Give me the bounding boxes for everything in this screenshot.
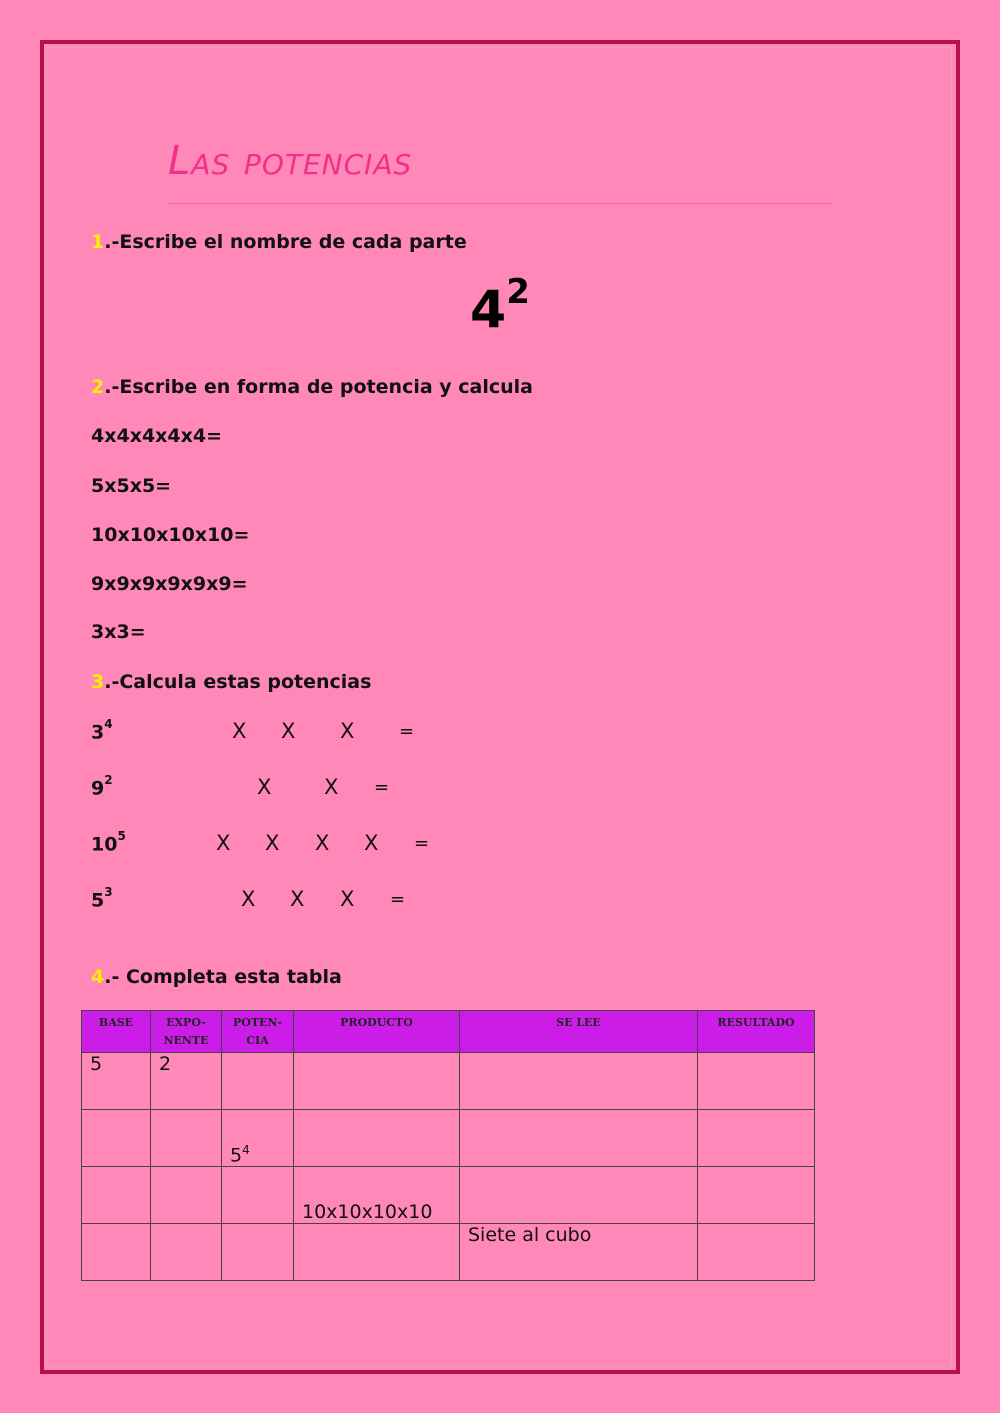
exercise-2-item: 4x4x4x4x4= [91, 425, 223, 447]
cell-power-base: 5 [230, 1144, 243, 1166]
exercise-4-heading [91, 966, 342, 988]
cell-exponent[interactable] [151, 1167, 222, 1224]
exercise-3-power [91, 717, 113, 744]
cell-exponent[interactable] [151, 1224, 222, 1281]
times-sign: X [364, 831, 379, 855]
exercise-4-number: 4 [91, 966, 105, 988]
cell-base[interactable] [82, 1224, 151, 1281]
times-sign: X [340, 887, 355, 911]
times-sign: X [216, 831, 231, 855]
cell-product[interactable] [294, 1110, 460, 1167]
cell-exponent[interactable] [151, 1110, 222, 1167]
power-exponent: 5 [117, 829, 126, 843]
cell-result[interactable] [698, 1224, 815, 1281]
header-product: PRODUCTO [294, 1011, 460, 1053]
example-power-exponent: 2 [506, 272, 530, 312]
power-base: 3 [91, 721, 105, 744]
exercise-1-number: 1 [91, 231, 105, 253]
exercise-2-item: 5x5x5= [91, 475, 172, 497]
cell-read[interactable] [460, 1110, 698, 1167]
times-sign: X [340, 719, 355, 743]
header-base: BASE [82, 1011, 151, 1053]
cell-base[interactable]: 5 [82, 1053, 151, 1110]
cell-product[interactable] [294, 1224, 460, 1281]
page-title: Las potencias [168, 138, 413, 184]
equals-sign: = [399, 721, 415, 742]
exercise-3-power [91, 773, 113, 800]
cell-result[interactable] [698, 1167, 815, 1224]
exercise-3-text: .-Calcula estas potencias [104, 671, 372, 693]
exercise-2-item: 9x9x9x9x9x9= [91, 573, 248, 595]
cell-base[interactable] [82, 1167, 151, 1224]
table-row [82, 1167, 815, 1224]
cell-product[interactable]: 10x10x10x10 [294, 1167, 460, 1224]
times-sign: X [290, 887, 305, 911]
exercise-3-heading [91, 671, 371, 693]
title-underline [167, 203, 833, 204]
equals-sign: = [390, 889, 406, 910]
exercise-2-text: .-Escribe en forma de potencia y calcula [104, 376, 534, 398]
exercise-1-text: .-Escribe el nombre de cada parte [104, 231, 467, 253]
exercise-2-item: 10x10x10x10= [91, 524, 250, 546]
powers-table [81, 1010, 815, 1281]
cell-power[interactable] [222, 1167, 294, 1224]
cell-result[interactable] [698, 1110, 815, 1167]
exercise-1-heading [91, 231, 467, 253]
cell-exponent[interactable]: 2 [151, 1053, 222, 1110]
example-power [470, 272, 530, 341]
header-read: SE LEE [460, 1011, 698, 1053]
exercise-2-number: 2 [91, 376, 105, 398]
cell-read[interactable] [460, 1167, 698, 1224]
times-sign: X [315, 831, 330, 855]
example-power-base: 4 [470, 280, 507, 341]
times-sign: X [265, 831, 280, 855]
table-header-row [82, 1011, 815, 1053]
times-sign: X [241, 887, 256, 911]
times-sign: X [281, 719, 296, 743]
cell-base[interactable] [82, 1110, 151, 1167]
cell-read[interactable] [460, 1053, 698, 1110]
cell-read[interactable]: Siete al cubo [460, 1224, 698, 1281]
exercise-3-power [91, 885, 113, 912]
power-exponent: 3 [104, 885, 113, 899]
exercise-2-heading [91, 376, 533, 398]
cell-power[interactable] [222, 1053, 294, 1110]
header-power: POTEN-CIA [222, 1011, 294, 1053]
cell-product[interactable] [294, 1053, 460, 1110]
table-row [82, 1053, 815, 1110]
cell-power[interactable] [222, 1224, 294, 1281]
equals-sign: = [374, 777, 390, 798]
times-sign: X [232, 719, 247, 743]
exercise-4-text: .- Completa esta tabla [104, 966, 342, 988]
header-exponent: EXPO-NENTE [151, 1011, 222, 1053]
exercise-3-number: 3 [91, 671, 105, 693]
table-row [82, 1110, 815, 1167]
power-exponent: 4 [104, 717, 113, 731]
times-sign: X [257, 775, 272, 799]
table-row [82, 1224, 815, 1281]
power-base: 10 [91, 833, 118, 856]
equals-sign: = [414, 833, 430, 854]
cell-result[interactable] [698, 1053, 815, 1110]
power-base: 5 [91, 889, 105, 912]
power-base: 9 [91, 777, 105, 800]
exercise-2-item: 3x3= [91, 621, 146, 643]
power-exponent: 2 [104, 773, 113, 787]
times-sign: X [324, 775, 339, 799]
cell-power[interactable] [222, 1110, 294, 1167]
header-result: RESULTADO [698, 1011, 815, 1053]
exercise-3-power [91, 829, 126, 856]
cell-power-exponent: 4 [242, 1142, 250, 1157]
